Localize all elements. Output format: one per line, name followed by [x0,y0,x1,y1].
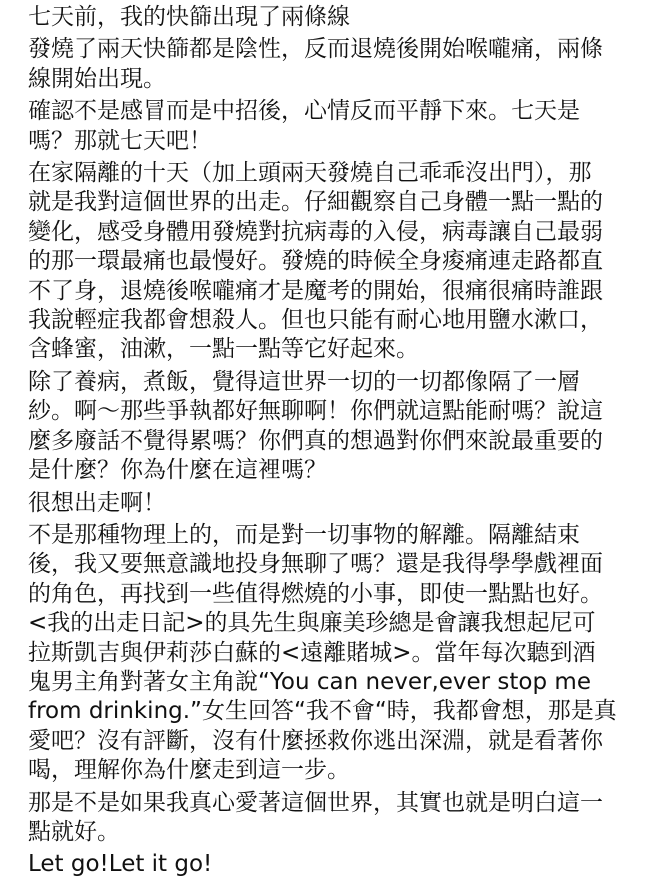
paragraph-9: Let go!Let it go! [28,851,213,878]
paragraph-5: 除了養病，煮飯，覺得這世界一切的一切都像隔了一層 紗。啊～那些爭執都好無聊啊！你們就這點能耐嗎？說這 麼多廢話不覺得累嗎？你們真的想過對你們來說最重要的 是什麼？你為什麼在這裡嗎？ [28,368,603,484]
paragraph-6: 很想出走啊！ [28,489,166,516]
paragraph-1: 七天前，我的快篩出現了兩條線 [28,4,350,30]
paragraph-8: 那是不是如果我真心愛著這個世界，其實也就是明白這一 點就好。 [28,789,603,845]
paragraph-3: 確認不是感冒而是中招後，心情反而平靜下來。七天是 嗎？那就七天吧！ [28,98,580,154]
paragraph-2: 發燒了兩天快篩都是陰性，反而退燒後開始喉嚨痛，兩條 線開始出現。 [28,36,603,92]
paragraph-7: 不是那種物理上的，而是對一切事物的解離。隔離結束 後，我又要無意識地投身無聊了嗎？還是我得學學戲裡面 的角色，再找到一些值得燃燒的小事，即使一點點也好。 <我的出走日記>的具先生與廉美珍總是會讓我想起尼可 拉斯凱吉與伊莉莎白蘇的<遠離賭城>。當年每次聽到酒 鬼男主角對著女主角說“You can never,ever stop me from drinking.”女生回答“我不會“時，我都會想，那是真 愛吧？沒有評斷，沒有什麼拯救你逃出深淵，就是看著你 喝，理解你為什麼走到這一步。 [28,521,617,784]
paragraph-4: 在家隔離的十天（加上頭兩天發燒自己乖乖沒出門），那 就是我對這個世界的出走。仔細觀察自己身體一點一點的 變化，感受身體用發燒對抗病毒的入侵，病毒讓自己最弱 的那一環最痛也最慢好。發燒的時候全身痠痛連走路都直 不了身，退燒後喉嚨痛才是魔考的開始，很痛很痛時誰跟 我說輕症我都會想殺人。但也只能有耐心地用鹽水漱口， 含蜂蜜，油漱，一點一點等它好起來。 [28,160,603,363]
